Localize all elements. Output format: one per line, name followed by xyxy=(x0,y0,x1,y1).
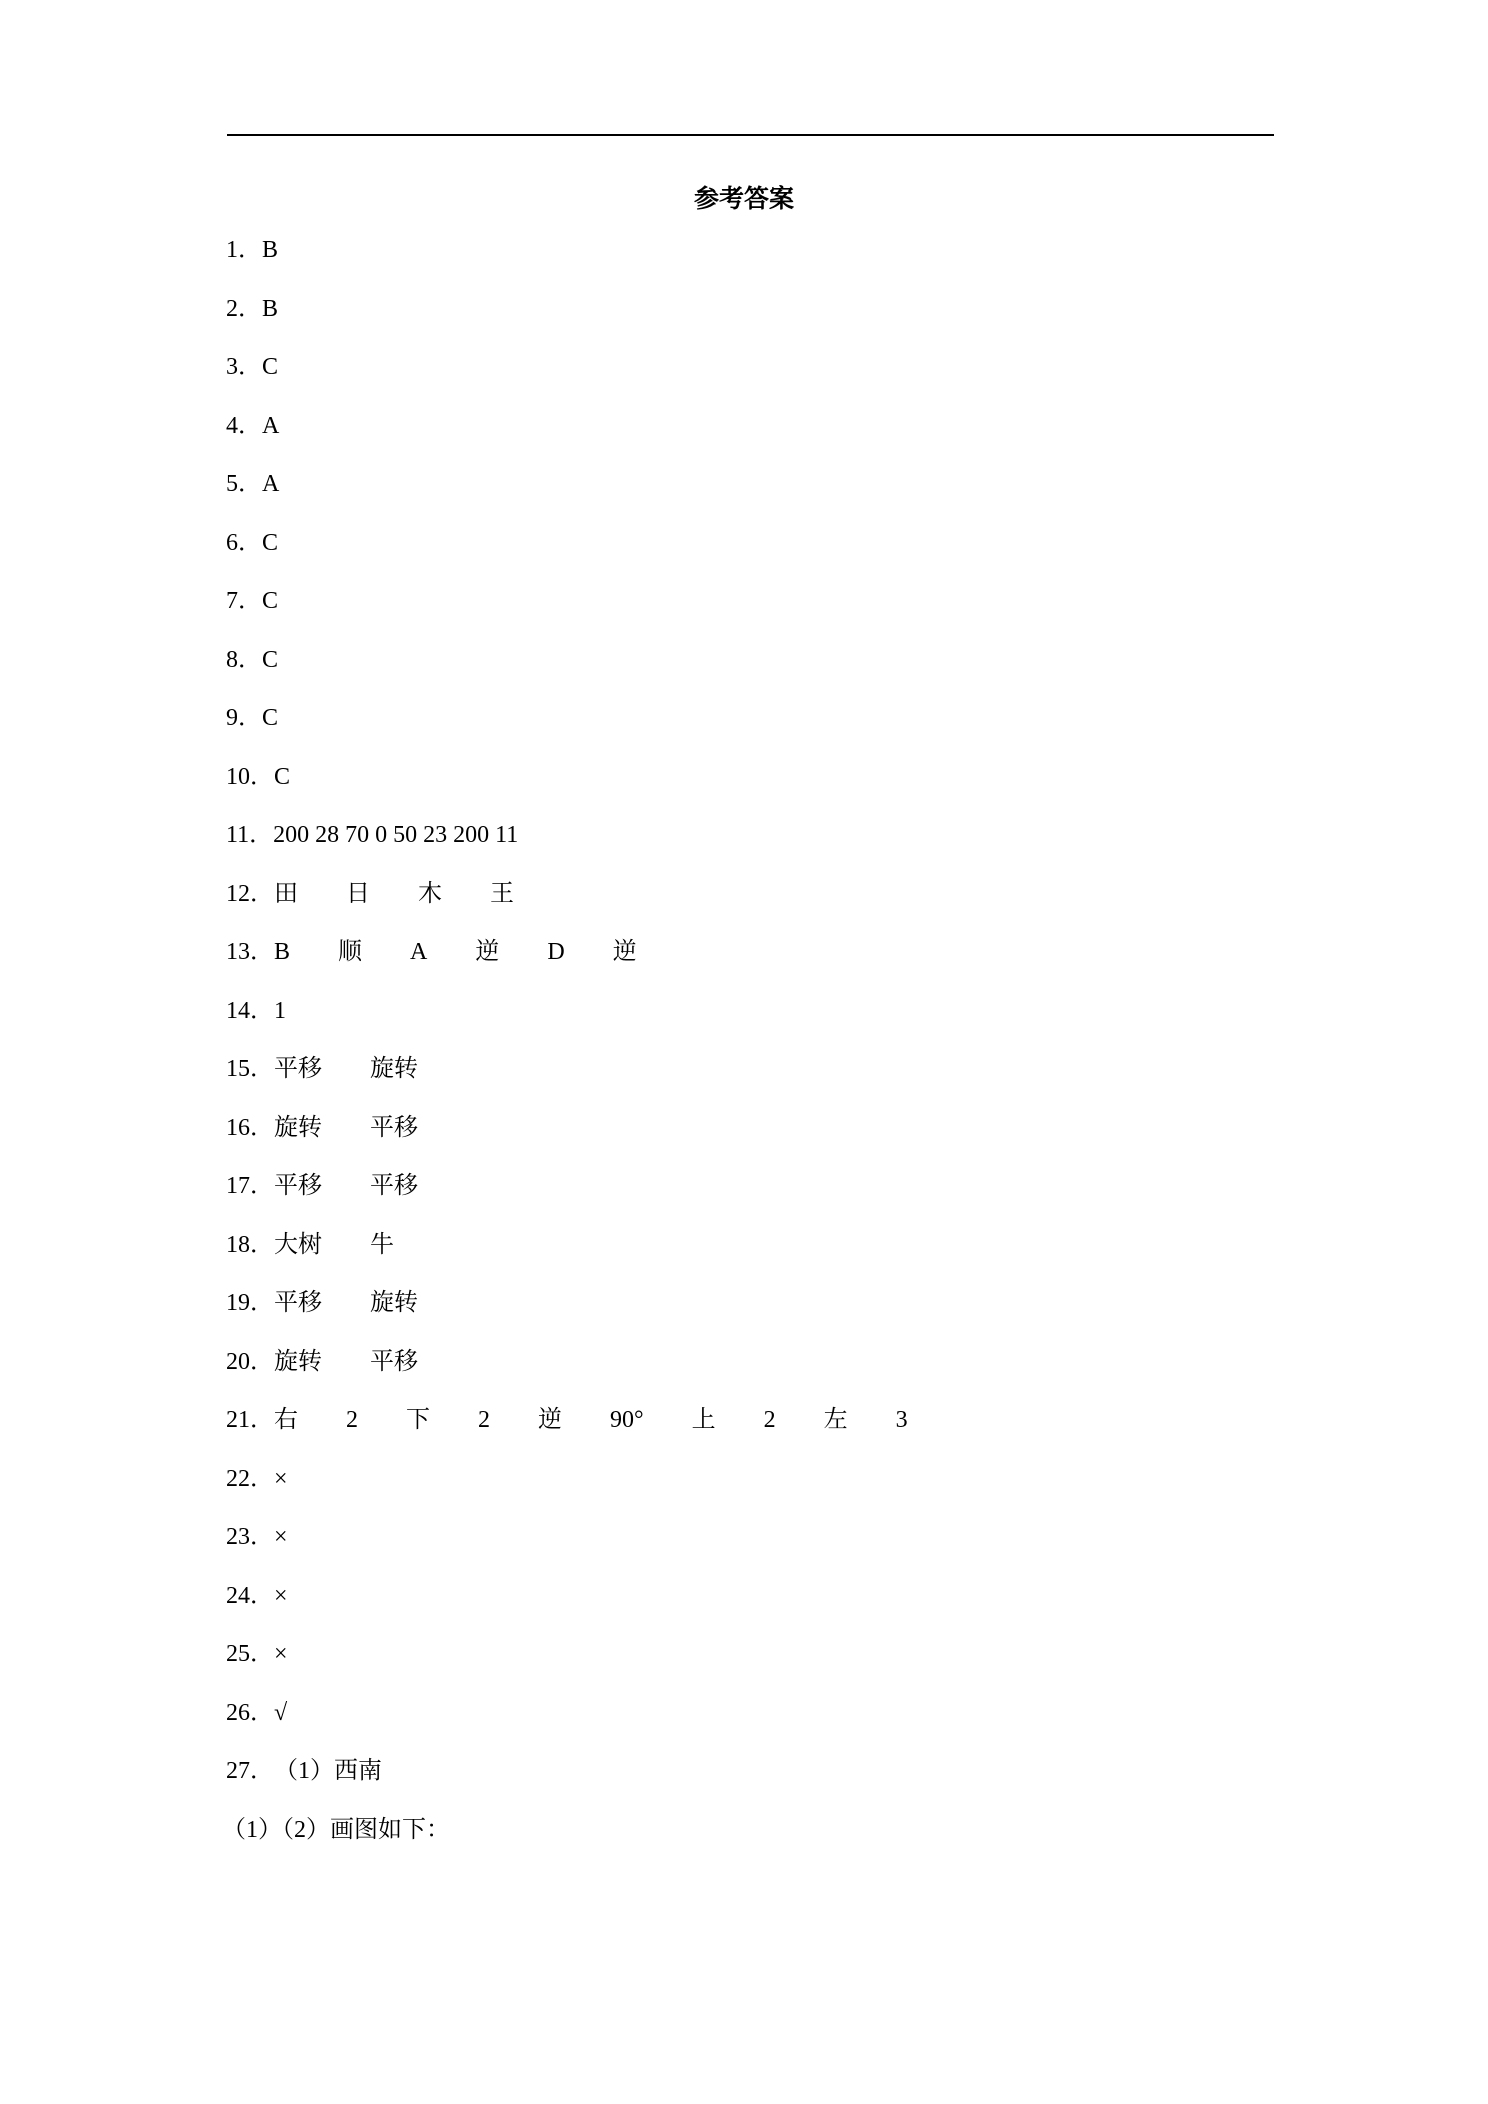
answer-value: 顺 xyxy=(338,939,363,965)
answer-value: 2 xyxy=(763,1407,776,1433)
answer-row xyxy=(226,821,518,849)
answer-row xyxy=(226,1640,288,1668)
answer-row xyxy=(226,646,278,674)
answer-value: 牛 xyxy=(370,1231,394,1258)
answer-row xyxy=(226,704,278,732)
answer-value: 1 xyxy=(274,997,286,1024)
answer-row xyxy=(226,1582,288,1610)
answer-row xyxy=(226,1289,418,1317)
answer-row xyxy=(226,1114,418,1142)
answer-value: 旋转 xyxy=(274,1348,322,1375)
answer-number: 7． xyxy=(226,588,262,614)
answer-number: 2． xyxy=(226,295,262,322)
answer-row xyxy=(226,1465,288,1493)
answer-value: C xyxy=(262,588,279,614)
answer-number: 23． xyxy=(226,1524,274,1550)
answer-row xyxy=(226,880,514,908)
answer-value: 日 xyxy=(346,880,370,907)
answer-number: 6． xyxy=(226,529,262,556)
answer-value: C xyxy=(262,705,279,731)
answer-value: × xyxy=(274,1524,288,1550)
answer-number: 9． xyxy=(226,705,262,731)
answer-value: 上 xyxy=(691,1407,716,1433)
answer-value: 逆 xyxy=(538,1407,562,1433)
answer-value: 旋转 xyxy=(370,1290,418,1316)
answer-value: 平移 xyxy=(274,1173,322,1199)
answer-value: 木 xyxy=(418,880,442,907)
answer-value: （1）西南 xyxy=(274,1758,382,1784)
answer-value: 平移 xyxy=(370,1348,418,1375)
answer-value: C xyxy=(274,763,291,790)
answer-value: 田 xyxy=(274,880,298,907)
answer-number: 22． xyxy=(226,1465,274,1492)
answer-value: 下 xyxy=(406,1407,430,1433)
answer-row xyxy=(226,529,278,557)
answer-number: 25． xyxy=(226,1641,274,1667)
answer-value: 旋转 xyxy=(274,1114,322,1141)
answer-value: 平移 xyxy=(370,1173,418,1199)
answer-value: D xyxy=(547,939,565,965)
answer-row xyxy=(226,1172,418,1200)
answer-number: 19． xyxy=(226,1290,274,1316)
answer-value: √ xyxy=(274,1699,288,1726)
answer-number: 21． xyxy=(226,1407,274,1433)
answer-value: C xyxy=(262,529,279,556)
answer-value: 2 xyxy=(346,1407,358,1433)
answer-number: 20． xyxy=(226,1348,274,1375)
answer-value: 王 xyxy=(490,880,514,907)
answer-row xyxy=(226,1699,287,1727)
answer-number: 1． xyxy=(226,237,262,263)
answer-number: 13． xyxy=(226,939,274,965)
answer-row xyxy=(226,353,278,381)
answer-value: 2 xyxy=(478,1407,490,1433)
answer-value: 90° xyxy=(610,1407,644,1433)
answer-number: 15． xyxy=(226,1056,274,1082)
answer-row xyxy=(226,1406,908,1434)
answer-value: 平移 xyxy=(274,1056,322,1082)
answer-value: 平移 xyxy=(370,1114,418,1141)
answer-value: 3 xyxy=(895,1407,908,1433)
answer-number: 5． xyxy=(226,471,262,497)
answer-row xyxy=(222,1816,450,1844)
answer-value: B xyxy=(262,237,279,263)
answer-value: × xyxy=(274,1465,288,1492)
answer-row xyxy=(226,997,286,1025)
answer-number: 17． xyxy=(226,1173,274,1199)
answer-number: 24． xyxy=(226,1582,274,1609)
answer-value: B xyxy=(274,939,291,965)
answer-number: 14． xyxy=(226,997,274,1024)
answer-value: × xyxy=(274,1641,288,1667)
page-title: 参考答案 xyxy=(693,186,794,213)
answer-number: 10． xyxy=(226,763,274,790)
answer-value: C xyxy=(262,354,279,380)
answer-row xyxy=(226,236,278,264)
answer-row xyxy=(226,1055,418,1083)
answer-number: 8． xyxy=(226,646,262,673)
answer-number: 16． xyxy=(226,1114,274,1141)
answer-value: 右 xyxy=(274,1407,298,1433)
answer-value: 旋转 xyxy=(370,1056,418,1082)
answer-row xyxy=(226,470,279,498)
answer-value: 左 xyxy=(823,1407,848,1433)
answer-number: 3． xyxy=(226,354,262,380)
header-rule xyxy=(227,134,1274,136)
answer-value: A xyxy=(410,939,428,965)
answer-value: 200 28 70 0 50 23 200 11 xyxy=(273,822,519,848)
answer-row xyxy=(226,1231,394,1259)
answer-row xyxy=(226,1348,418,1376)
answer-value: 逆 xyxy=(612,939,637,965)
answer-value: 平移 xyxy=(274,1290,322,1316)
answer-value: B xyxy=(262,295,279,322)
answer-value: C xyxy=(262,646,279,673)
answer-value: A xyxy=(262,471,280,497)
answer-row xyxy=(226,1757,382,1785)
answer-value: A xyxy=(262,412,280,439)
answer-row xyxy=(226,938,637,966)
answer-value: 逆 xyxy=(475,939,500,965)
answer-number: 18． xyxy=(226,1231,274,1258)
answer-number: 11． xyxy=(226,822,274,848)
answer-value: （1）（2）画图如下： xyxy=(222,1816,450,1843)
answer-number: 12． xyxy=(226,880,274,907)
answer-value: 大树 xyxy=(274,1231,322,1258)
answer-number: 27． xyxy=(226,1758,274,1784)
answer-row xyxy=(226,412,279,440)
answer-row xyxy=(226,587,278,615)
answer-number: 26． xyxy=(226,1699,274,1726)
answer-value: × xyxy=(274,1582,288,1609)
answer-row xyxy=(226,763,290,791)
answer-number: 4． xyxy=(226,412,262,439)
answer-row xyxy=(226,295,278,323)
answer-row xyxy=(226,1523,288,1551)
